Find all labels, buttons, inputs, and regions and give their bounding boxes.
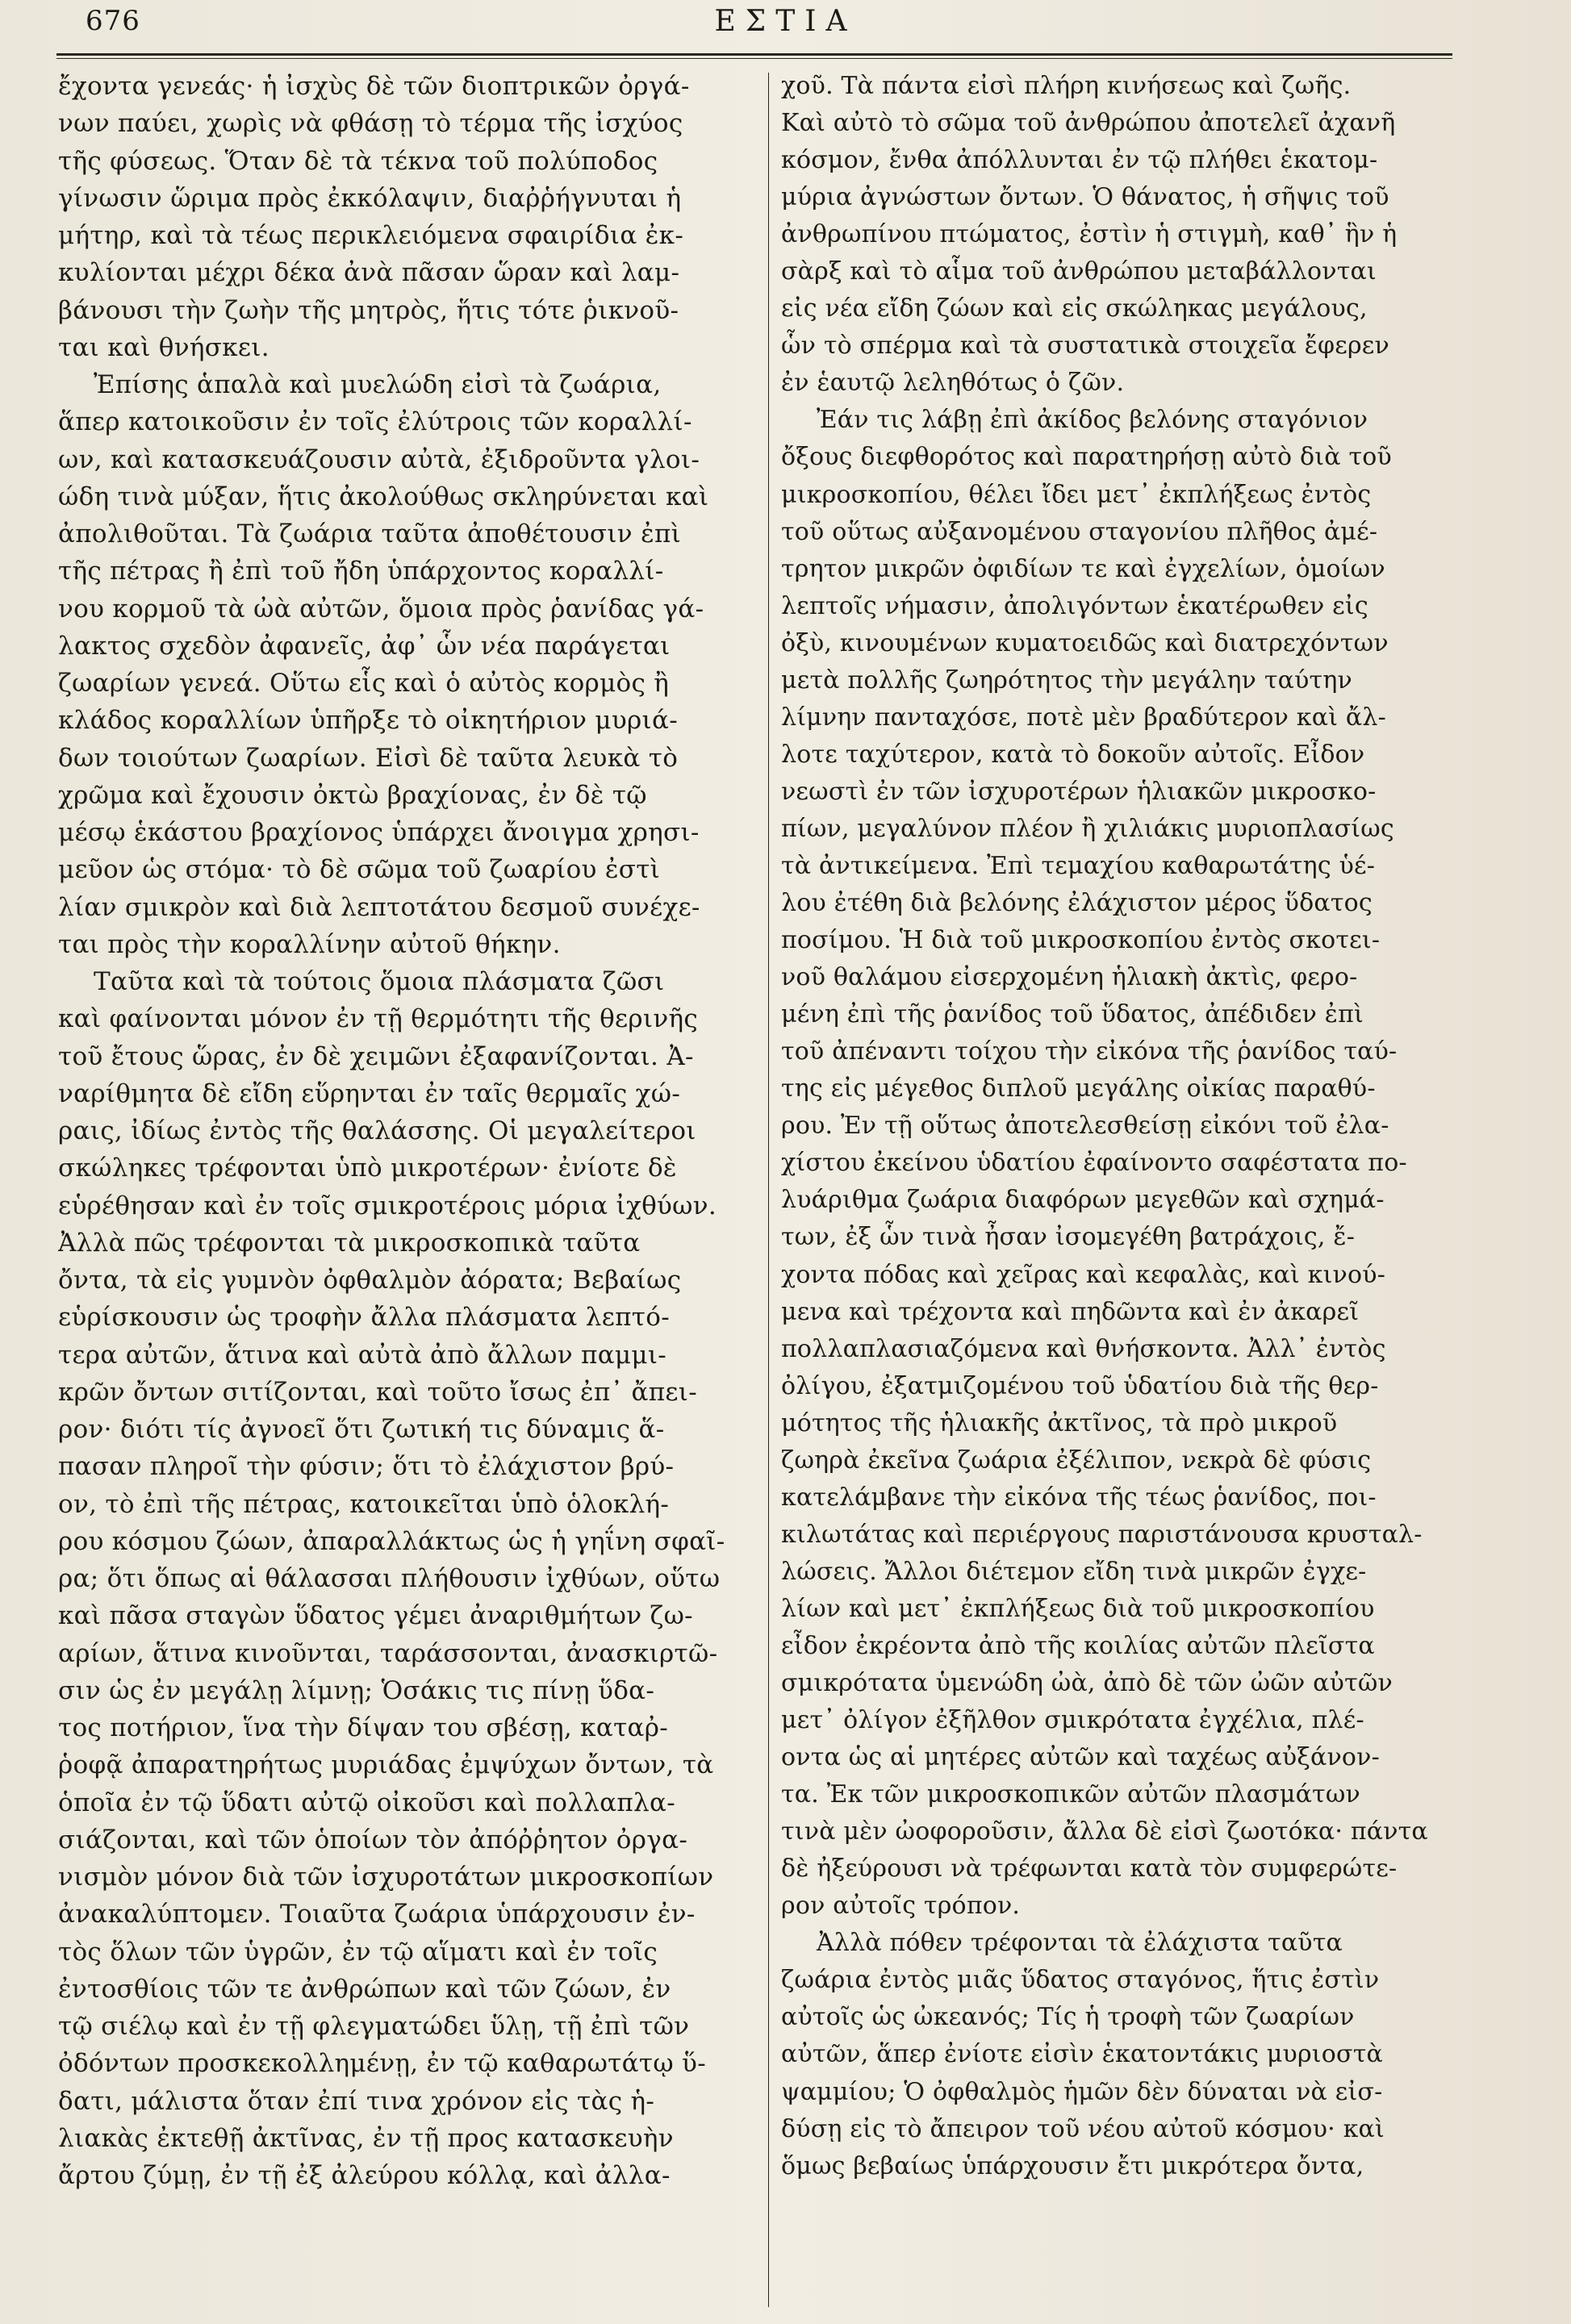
header-rule-thin — [56, 58, 1452, 59]
text-line: Ἐάν τις λάβῃ ἐπὶ ἀκίδος βελόνης σταγόνιον — [817, 406, 1368, 435]
left-column — [58, 68, 760, 2294]
text-line: τοῦ ἀπέναντι τοίχου τὴν εἰκόνα τῆς ῥανίδος ταύ- — [781, 1037, 1398, 1066]
text-line: Ἀλλὰ πῶς τρέφονται τὰ μικροσκοπικὰ ταῦτα — [58, 1228, 641, 1258]
text-line: ἀπολιθοῦται. Τὰ ζωάρια ταῦτα ἀποθέτουσιν ἐπὶ — [58, 519, 682, 549]
right-column — [781, 68, 1449, 2294]
text-line: κόσμον, ἔνθα ἀπόλλυνται ἐν τῷ πλήθει ἑκατομ- — [781, 146, 1378, 175]
text-line: τερα αὐτῶν, ἅτινα καὶ αὐτὰ ἀπὸ ἄλλων παμμι- — [58, 1340, 667, 1370]
text-line: ται πρὸς τὴν κοραλλίνην αὐτοῦ θήκην. — [58, 929, 561, 959]
text-line: κατελάμβανε τὴν εἰκόνα τῆς τέως ῥανίδος, ποι- — [781, 1483, 1377, 1512]
text-line: λίων καὶ μετ᾽ ἐκπλήξεως διὰ τοῦ μικροσκοπίου — [781, 1594, 1375, 1623]
text-line: μενα καὶ τρέχοντα καὶ πηδῶντα καὶ ἐν ἀκαρεῖ — [781, 1297, 1360, 1326]
text-line: σκώληκες τρέφονται ὑπὸ μικροτέρων· ἐνίοτε δὲ — [58, 1154, 677, 1183]
text-line: εἶδον ἐκρέοντα ἀπὸ τῆς κοιλίας αὐτῶν πλεῖστα — [781, 1631, 1375, 1660]
text-line: ψαμμίου; Ὁ ὀφθαλμὸς ἡμῶν δὲν δύναται νὰ εἰσ- — [781, 2077, 1383, 2106]
text-line: λιακὰς ἐκτεθῇ ἀκτῖνας, ἐν τῇ προς κατασκευὴν — [58, 2123, 674, 2153]
text-line: νοῦ θαλάμου εἰσερχομένη ἡλιακὴ ἀκτὶς, φερο- — [781, 963, 1358, 992]
text-line: καὶ φαίνονται μόνον ἐν τῇ θερμότητι τῆς θερινῆς — [58, 1004, 699, 1034]
text-line: δατι, μάλιστα ὅταν ἐπί τινα χρόνον εἰς τὰς ἡ- — [58, 2086, 655, 2116]
text-line: σμικρότατα ὑμενώδη ὠὰ, ἀπὸ δὲ τῶν ὠῶν αὐτῶν — [781, 1669, 1393, 1698]
text-line: δων τοιούτων ζωαρίων. Εἰσὶ δὲ ταῦτα λευκὰ τὸ — [58, 743, 679, 773]
text-line: μότητος τῆς ἡλιακῆς ἀκτῖνος, τὰ πρὸ μικροῦ — [781, 1408, 1338, 1437]
text-line: τῆς φύσεως. Ὅταν δὲ τὰ τέκνα τοῦ πολύποδος — [58, 146, 658, 176]
text-line: λίαν σμικρὸν καὶ διὰ λεπτοτάτου δεσμοῦ συνέχε- — [58, 892, 700, 922]
text-line: ἔχοντα γενεάς· ἡ ἰσχὺς δὲ τῶν διοπτρικῶν ὀργά- — [58, 72, 690, 101]
text-line: μένη ἐπὶ τῆς ῥανίδος τοῦ ὕδατος, ἀπέδιδεν ἐπὶ — [781, 1000, 1364, 1029]
text-line: πασαν πληροῖ τὴν φύσιν; ὅτι τὸ ἐλάχιστον βρύ- — [58, 1452, 675, 1482]
text-line: σὰρξ καὶ τὸ αἷμα τοῦ ἀνθρώπου μεταβάλλονται — [781, 257, 1377, 286]
text-line: των, ἐξ ὧν τινὰ ἦσαν ἰσομεγέθη βατράχοις, ἔ- — [781, 1223, 1356, 1252]
page-header — [0, 5, 1571, 40]
text-line: τοῦ οὕτως αὐξανομένου σταγονίου πλῆθος ἀμέ- — [781, 517, 1378, 546]
text-line: δὲ ἠξεύρουσι νὰ τρέφωνται κατὰ τὸν συμφερώτε- — [781, 1855, 1398, 1884]
text-line: ἀνακαλύπτομεν. Τοιαῦτα ζωάρια ὑπάρχουσιν ἐν- — [58, 1900, 696, 1930]
text-line: ρον αὐτοῖς τρόπον. — [781, 1892, 1021, 1921]
text-line: λοτε ταχύτερον, κατὰ τὸ δοκοῦν αὐτοῖς. Εἶδον — [781, 740, 1365, 769]
text-line: ρου κόσμου ζώων, ἀπαραλλάκτως ὡς ἡ γηΐνη σφαῖ- — [58, 1526, 725, 1556]
text-line: μέσῳ ἑκάστου βραχίονος ὑπάρχει ἄνοιγμα χρησι- — [58, 818, 700, 847]
text-line: ἀνθρωπίνου πτώματος, ἐστὶν ἡ στιγμὴ, καθ᾽ ἣν ἡ — [781, 220, 1398, 249]
text-line: λυάριθμα ζωάρια διαφόρων μεγεθῶν καὶ σχημά- — [781, 1186, 1385, 1215]
text-line: γίνωσιν ὥριμα πρὸς ἐκκόλαψιν, διαῤῥήγνυται ἡ — [58, 183, 682, 213]
text-line: Ταῦτα καὶ τὰ τούτοις ὅμοια πλάσματα ζῶσι — [94, 967, 665, 996]
text-line: κιλωτάτας καὶ περιέργους παριστάνουσα κρυσταλ- — [781, 1520, 1423, 1549]
text-line: κλάδος κοραλλίων ὑπῆρξε τὸ οἰκητήριον μυριά- — [58, 706, 679, 736]
text-line: Καὶ αὐτὸ τὸ σῶμα τοῦ ἀνθρώπου ἀποτελεῖ ἀχανῆ — [781, 109, 1396, 138]
text-line: ται καὶ θνήσκει. — [58, 332, 269, 362]
text-line: κυλίονται μέχρι δέκα ἀνὰ πᾶσαν ὥραν καὶ λαμ- — [58, 258, 680, 288]
text-line: αὐτῶν, ἅπερ ἐνίοτε εἰσὶν ἑκατοντάκις μυριοστὰ — [781, 2040, 1383, 2069]
text-line: λώσεις. Ἄλλοι διέτεμον εἴδη τινὰ μικρῶν ἐγχε- — [781, 1557, 1367, 1586]
text-line: τὸς ὅλων τῶν ὑγρῶν, ἐν τῷ αἵματι καὶ ἐν τοῖς — [58, 1937, 658, 1967]
text-line: ζωαρίων γενεά. Οὕτω εἷς καὶ ὁ αὐτὸς κορμὸς ἢ — [58, 669, 670, 698]
text-line: κρῶν ὄντων σιτίζονται, καὶ τοῦτο ἴσως ἐπ᾽ ἄπει- — [58, 1377, 698, 1407]
text-line: ὅμως βεβαίως ὑπάρχουσιν ἔτι μικρότερα ὄντα, — [781, 2151, 1364, 2180]
text-line: ποσίμου. Ἡ διὰ τοῦ μικροσκοπίου ἐντὸς σκοτει- — [781, 926, 1381, 955]
text-line: αὐτοῖς ὡς ὠκεανός; Τίς ἡ τροφὴ τῶν ζωαρίων — [781, 2003, 1355, 2032]
text-line: ὧν τὸ σπέρμα καὶ τὰ συστατικὰ στοιχεῖα ἔφερεν — [781, 332, 1389, 361]
text-line: ρον· διότι τίς ἀγνοεῖ ὅτι ζωτική τις δύναμις ἅ- — [58, 1415, 665, 1444]
text-line: ζωηρὰ ἐκεῖνα ζωάρια ἐξέλιπον, νεκρὰ δὲ φύσις — [781, 1446, 1372, 1475]
text-line: νισμὸν μόνον διὰ τῶν ἰσχυροτάτων μικροσκοπίων — [58, 1863, 714, 1892]
text-line: ραις, ἰδίως ἐντὸς τῆς θαλάσσης. Οἱ μεγαλείτεροι — [58, 1116, 696, 1145]
text-line: ὀδόντων προσκεκολλημένῃ, ἐν τῷ καθαρωτάτῳ ὕ- — [58, 2049, 706, 2079]
header-rule — [56, 53, 1452, 56]
text-line: λου ἐτέθη διὰ βελόνης ἐλάχιστον μέρος ὕδατος — [781, 889, 1373, 918]
text-line: λίμνην πανταχόσε, ποτὲ μὲν βραδύτερον καὶ ἄλ- — [781, 703, 1386, 732]
text-line: αρίων, ἅτινα κινοῦνται, ταράσσονται, ἀνασκιρτῶ- — [58, 1638, 718, 1668]
text-line: τος ποτήριον, ἵνα τὴν δίψαν του σβέσῃ, καταῤ- — [58, 1713, 669, 1742]
text-line: σιν ὡς ἐν μεγάλῃ λίμνῃ; Ὁσάκις τις πίνῃ ὕδα- — [58, 1675, 655, 1705]
text-line: καὶ πᾶσα σταγὼν ὕδατος γέμει ἀναριθμήτων ζω- — [58, 1601, 693, 1631]
text-line: βάνουσι τὴν ζωὴν τῆς μητρὸς, ἥτις τότε ῥικνοῦ- — [58, 295, 679, 325]
text-line: χρῶμα καὶ ἔχουσιν ὀκτὼ βραχίονας, ἐν δὲ τῷ — [58, 780, 647, 810]
text-line: ὁποῖα ἐν τῷ ὕδατι αὐτῷ οἰκοῦσι καὶ πολλαπλα- — [58, 1788, 676, 1817]
text-line: ώδη τινὰ μύξαν, ἥτις ἀκολούθως σκληρύνεται καὶ — [58, 482, 709, 511]
page-number: 676 — [86, 5, 140, 37]
text-line: ὀξὺ, κινουμένων κυματοειδῶς καὶ διατρεχόντων — [781, 628, 1389, 657]
text-line: τῆς πέτρας ἢ ἐπὶ τοῦ ἤδη ὑπάρχοντος κοραλλί- — [58, 557, 664, 586]
text-line: ἅπερ κατοικοῦσιν ἐν τοῖς ἐλύτροις τῶν κοραλλί- — [58, 407, 692, 437]
text-line: Ἐπίσης ἁπαλὰ καὶ μυελώδη εἰσὶ τὰ ζωάρια, — [94, 370, 662, 399]
text-line: ἄρτου ζύμῃ, ἐν τῇ ἐξ ἀλεύρου κόλλᾳ, καὶ ἀλλα- — [58, 2161, 671, 2190]
text-line: σιάζονται, καὶ τῶν ὁποίων τὸν ἀπόῤῥητον ὀργα- — [58, 1825, 688, 1855]
column-divider — [768, 73, 769, 2307]
text-line: λεπτοῖς νήμασιν, ἀπολιγόντων ἑκατέρωθεν εἰς — [781, 591, 1368, 620]
text-line: ον, τὸ ἐπὶ τῆς πέτρας, κατοικεῖται ὑπὸ ὁλοκλή- — [58, 1489, 670, 1519]
text-line: μικροσκοπίου, θέλει ἴδει μετ᾽ ἐκπλήξεως ἐντὸς — [781, 480, 1372, 509]
text-line: οντα ὡς αἱ μητέρες αὐτῶν καὶ ταχέως αὐξάνον- — [781, 1743, 1380, 1772]
text-line: λακτος σχεδὸν ἀφανεῖς, ἀφ᾽ ὧν νέα παράγεται — [58, 631, 671, 661]
text-line: ων, καὶ κατασκευάζουσιν αὐτὰ, ἐξιδροῦντα γλοι- — [58, 444, 700, 474]
text-line: τῷ σιέλῳ καὶ ἐν τῇ φλεγματώδει ὕλῃ, τῇ ἐπὶ τῶν — [58, 2012, 690, 2041]
text-line: χοῦ. Τὰ πάντα εἰσὶ πλήρη κινήσεως καὶ ζωῆς. — [781, 72, 1352, 100]
text-line: πολλαπλασιαζόμενα καὶ θνήσκοντα. Ἀλλ᾽ ἐντὸς — [781, 1334, 1386, 1363]
text-line: πίων, μεγαλύνον πλέον ἢ χιλιάκις μυριοπλασίως — [781, 814, 1394, 843]
text-line: μετ᾽ ὀλίγον ἐξῆλθον σμικρότατα ἐγχέλια, πλέ- — [781, 1706, 1364, 1735]
text-line: μύρια ἀγνώστων ὄντων. Ὁ θάνατος, ἡ σῆψις τοῦ — [781, 183, 1389, 212]
text-line: εἰς νέα εἴδη ζώων καὶ εἰς σκώληκας μεγάλους, — [781, 294, 1368, 323]
text-line: ρα; ὅτι ὅπως αἱ θάλασσαι πλήθουσιν ἰχθύων, οὕτω — [58, 1564, 721, 1593]
text-line: μετὰ πολλῆς ζωηρότητος τὴν μεγάλην ταύτην — [781, 665, 1352, 695]
text-line: τα. Ἐκ τῶν μικροσκοπικῶν αὐτῶν πλασμάτων — [781, 1780, 1360, 1809]
text-line: ρου. Ἐν τῇ οὕτως ἀποτελεσθείσῃ εἰκόνι τοῦ ἐλα- — [781, 1112, 1389, 1141]
text-line: χοντα πόδας καὶ χεῖρας καὶ κεφαλὰς, καὶ κινού- — [781, 1260, 1386, 1289]
text-line: εὑρίσκουσιν ὡς τροφὴν ἄλλα πλάσματα λεπτό- — [58, 1303, 670, 1333]
running-title: ΕΣΤΙΑ — [714, 5, 857, 38]
text-line: νων παύει, χωρὶς νὰ φθάσῃ τὸ τέρμα τῆς ἰσχύος — [58, 109, 683, 139]
text-line: νεωστὶ ἐν τῶν ἰσχυροτέρων ἡλιακῶν μικροσκο- — [781, 777, 1377, 806]
text-line: ἐντοσθίοις τῶν τε ἀνθρώπων καὶ τῶν ζώων, ἐν — [58, 1974, 671, 2004]
text-line: ναρίθμητα δὲ εἴδη εὕρηνται ἐν ταῖς θερμαῖς χώ- — [58, 1079, 681, 1108]
text-line: νου κορμοῦ τὰ ὠὰ αὐτῶν, ὅμοια πρὸς ῥανίδας γά- — [58, 594, 704, 624]
text-line: εὑρέθησαν καὶ ἐν τοῖς σμικροτέροις μόρια ἰχθύων. — [58, 1191, 717, 1220]
text-line: ὀλίγου, ἐξατμιζομένου τοῦ ὑδατίου διὰ τῆς θερ- — [781, 1371, 1379, 1400]
text-line: ἐν ἑαυτῷ λεληθότως ὁ ζῶν. — [781, 369, 1125, 398]
text-line: ὄξους διεφθορότος καὶ παρατηρήσῃ αὐτὸ διὰ τοῦ — [781, 443, 1392, 472]
text-line: ῥοφᾷ ἀπαρατηρήτως μυριάδας ἐμψύχων ὄντων, τὰ — [58, 1750, 714, 1780]
text-line: τὰ ἀντικείμενα. Ἐπὶ τεμαχίου καθαρωτάτης ὑέ- — [781, 851, 1376, 880]
text-line: μεῦον ὡς στόμα· τὸ δὲ σῶμα τοῦ ζωαρίου ἐστὶ — [58, 855, 661, 885]
text-line: τρητον μικρῶν ὀφιδίων τε καὶ ἐγχελίων, ὁμοίων — [781, 554, 1385, 583]
text-line: της εἰς μέγεθος διπλοῦ μεγάλης οἰκίας παραθύ- — [781, 1074, 1376, 1104]
text-line: Ἀλλὰ πόθεν τρέφονται τὰ ἐλάχιστα ταῦτα — [817, 1929, 1343, 1958]
text-line: τινὰ μὲν ὠοφοροῦσιν, ἄλλα δὲ εἰσὶ ζωοτόκα· πάντα — [781, 1817, 1428, 1846]
text-line: τοῦ ἔτους ὥρας, ἐν δὲ χειμῶνι ἐξαφανίζονται. Ἀ- — [58, 1041, 694, 1071]
text-line: χίστου ἐκείνου ὑδατίου ἐφαίνοντο σαφέστατα πο- — [781, 1149, 1407, 1178]
text-line: μήτηρ, καὶ τὰ τέως περικλειόμενα σφαιρίδια ἐκ- — [58, 221, 684, 250]
text-line: δύσῃ εἰς τὸ ἄπειρον τοῦ νέου αὐτοῦ κόσμου· καὶ — [781, 2114, 1385, 2143]
text-line: ζωάρια ἐντὸς μιᾶς ὕδατος σταγόνος, ἥτις ἐστὶν — [781, 1966, 1380, 1995]
text-line: ὄντα, τὰ εἰς γυμνὸν ὀφθαλμὸν ἀόρατα; Βεβαίως — [58, 1266, 682, 1295]
